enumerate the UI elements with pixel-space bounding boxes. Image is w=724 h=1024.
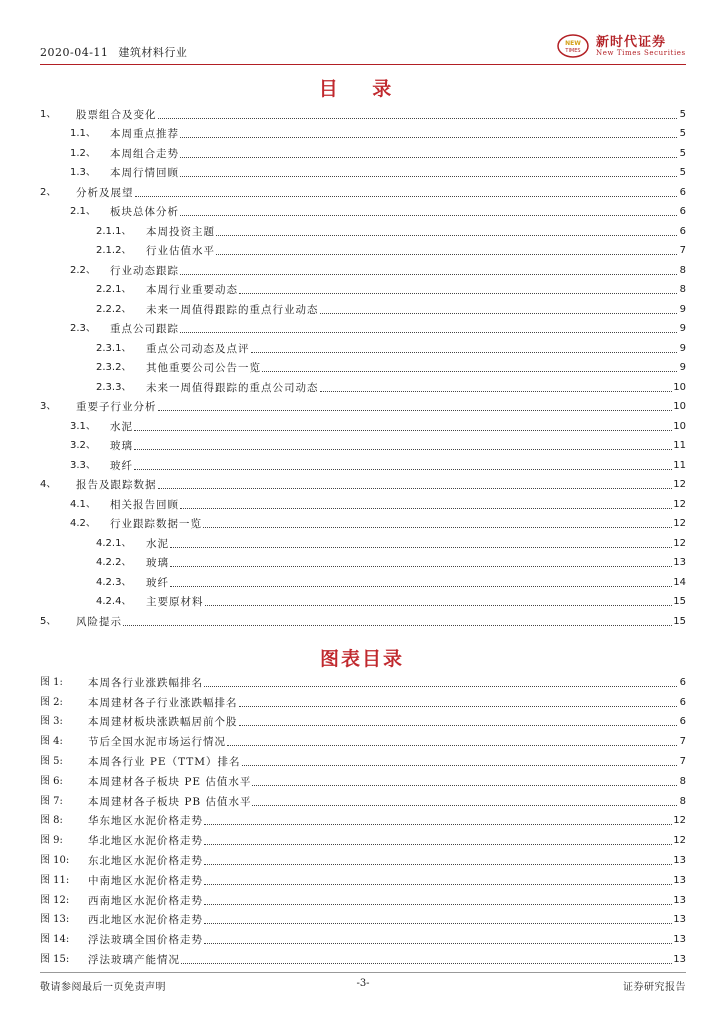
entry-title[interactable]: 玻璃 [110, 440, 133, 452]
dot-leader [134, 449, 672, 450]
toc-entry[interactable] [40, 609, 686, 629]
dot-leader [205, 605, 673, 606]
entry-number: 2.1.2、 [96, 245, 132, 256]
header-info [40, 44, 187, 60]
figure-entry[interactable] [40, 809, 686, 829]
entry-number: 3.1、 [70, 420, 96, 432]
entry-page-number[interactable]: 11 [673, 459, 686, 471]
dot-leader [216, 235, 677, 236]
toc-entry[interactable] [40, 278, 686, 298]
dot-leader [170, 566, 672, 567]
entry-title[interactable]: 玻纤 [146, 576, 169, 589]
entry-page-number[interactable]: 5 [679, 108, 686, 120]
entry-page-number[interactable]: 13 [673, 557, 686, 568]
entry-page-number[interactable]: 15 [673, 596, 686, 607]
entry-title[interactable]: 相关报告回顾 [110, 498, 179, 511]
toc-entry[interactable] [40, 180, 686, 200]
entry-number: 2.2、 [70, 264, 96, 276]
entry-page-number[interactable]: 15 [673, 615, 686, 627]
entry-number: 1.2、 [70, 147, 96, 159]
entry-title[interactable]: 本周建材各子行业涨跌幅排名 [88, 696, 238, 709]
entry-number: 1.1、 [70, 128, 96, 139]
entry-title[interactable]: 报告及跟踪数据 [76, 479, 157, 491]
logo-en: New Times Securities [596, 49, 686, 57]
entry-title[interactable]: 行业估值水平 [146, 245, 215, 257]
entry-page-number[interactable]: 13 [673, 914, 686, 926]
toc-entry[interactable] [40, 453, 686, 473]
figure-entry[interactable] [40, 729, 686, 749]
entry-number: 4、 [40, 479, 57, 490]
toc-list [40, 102, 686, 629]
entry-title[interactable]: 板块总体分析 [110, 206, 179, 218]
toc-entry[interactable] [40, 297, 686, 317]
entry-title[interactable]: 其他重要公司公告一览 [146, 362, 261, 374]
dot-leader [204, 943, 672, 944]
figure-entry[interactable] [40, 749, 686, 769]
toc-entry[interactable] [40, 414, 686, 434]
entry-number: 2、 [40, 186, 57, 198]
dot-leader [251, 352, 678, 353]
dot-leader [227, 745, 677, 746]
entry-title[interactable]: 水泥 [146, 537, 169, 550]
entry-page-number[interactable]: 8 [679, 775, 686, 787]
entry-number: 图 11: [40, 874, 70, 886]
entry-title[interactable]: 主要原材料 [146, 596, 204, 608]
entry-title[interactable]: 东北地区水泥价格走势 [88, 854, 203, 867]
dot-leader [204, 686, 677, 687]
entry-number: 4.1、 [70, 498, 96, 510]
entry-title[interactable]: 本周投资主题 [146, 225, 215, 238]
entry-title[interactable]: 风险提示 [76, 615, 122, 628]
entry-number: 4.2.1、 [96, 537, 132, 549]
entry-page-number[interactable]: 11 [673, 440, 686, 451]
toc-entry[interactable] [40, 356, 686, 376]
svg-text:TIMES: TIMES [565, 48, 581, 54]
entry-title[interactable]: 本周建材各子板块 PE 估值水平 [88, 775, 252, 788]
entry-page-number[interactable]: 12 [673, 498, 686, 510]
entry-number: 1、 [40, 108, 57, 120]
svg-text:NEW: NEW [565, 40, 581, 47]
dot-leader [180, 332, 677, 333]
toc-entry[interactable] [40, 434, 686, 454]
entry-title[interactable]: 华北地区水泥价格走势 [88, 835, 203, 848]
dot-leader [158, 410, 673, 411]
dot-leader [320, 313, 678, 314]
entry-number: 3.2、 [70, 440, 96, 451]
entry-number: 图 15: [40, 953, 70, 965]
toc-entry[interactable] [40, 122, 686, 142]
dot-leader [204, 884, 672, 885]
entry-number: 2.3.2、 [96, 362, 132, 373]
entry-title[interactable]: 行业跟踪数据一览 [110, 518, 202, 530]
entry-page-number[interactable]: 6 [679, 225, 686, 237]
entry-page-number[interactable]: 5 [679, 167, 686, 178]
entry-page-number[interactable]: 13 [673, 874, 686, 886]
entry-title[interactable]: 本周行情回顾 [110, 167, 179, 179]
logo-cn: 新时代证券 [596, 35, 667, 50]
footer-rule [40, 972, 686, 973]
dot-leader [239, 293, 677, 294]
toc-entry[interactable] [40, 512, 686, 532]
dot-leader [204, 824, 672, 825]
entry-number: 2.3.1、 [96, 342, 132, 354]
entry-number: 图 4: [40, 736, 63, 748]
dot-leader [180, 137, 677, 138]
figures-title: 图表目录 [319, 648, 404, 670]
entry-number: 图 6: [40, 775, 63, 787]
toc-entry[interactable] [40, 570, 686, 590]
entry-page-number[interactable]: 10 [673, 420, 686, 432]
entry-number: 2.3、 [70, 323, 96, 334]
toc-entry[interactable] [40, 395, 686, 415]
entry-number: 4.2.2、 [96, 557, 132, 568]
dot-leader [134, 469, 672, 470]
entry-page-number[interactable]: 7 [679, 245, 686, 256]
entry-number: 图 10: [40, 854, 70, 866]
entry-page-number[interactable]: 5 [679, 128, 686, 139]
toc-entry[interactable] [40, 200, 686, 220]
dot-leader [239, 706, 678, 707]
toc-entry[interactable] [40, 239, 686, 259]
entry-page-number[interactable]: 7 [679, 755, 686, 767]
entry-number: 图 8: [40, 815, 63, 827]
entry-number: 3.3、 [70, 459, 96, 471]
dot-leader [181, 963, 672, 964]
footer-report-type: 证券研究报告 [623, 982, 686, 993]
entry-title[interactable]: 水泥 [110, 420, 133, 433]
entry-number: 图 5: [40, 755, 63, 767]
dot-leader [180, 176, 677, 177]
dot-leader [252, 785, 677, 786]
dot-leader [204, 904, 672, 905]
entry-title[interactable]: 浮法玻璃全国价格走势 [88, 934, 203, 947]
figure-entry[interactable] [40, 670, 686, 690]
dot-leader [216, 254, 677, 255]
dot-leader [239, 725, 678, 726]
entry-title[interactable]: 重点公司动态及点评 [146, 342, 250, 355]
entry-title[interactable]: 西南地区水泥价格走势 [88, 894, 203, 907]
entry-title[interactable]: 重要子行业分析 [76, 401, 157, 413]
entry-title[interactable]: 本周各行业涨跌幅排名 [88, 676, 203, 689]
entry-page-number[interactable]: 10 [673, 381, 686, 393]
entry-title[interactable]: 本周各行业 PE（TTM）排名 [88, 755, 241, 768]
entry-number: 图 2: [40, 696, 63, 708]
entry-title[interactable]: 本周行业重要动态 [146, 284, 238, 296]
entry-number: 2.1、 [70, 206, 96, 217]
dot-leader [320, 391, 673, 392]
entry-page-number[interactable]: 7 [679, 736, 686, 748]
dot-leader [158, 488, 673, 489]
page-header [40, 30, 686, 66]
entry-title[interactable]: 未来一周值得跟踪的重点行业动态 [146, 303, 319, 316]
dot-leader [180, 215, 677, 216]
header-rule [40, 64, 686, 65]
entry-page-number[interactable]: 6 [679, 716, 686, 728]
toc-entry[interactable] [40, 102, 686, 122]
entry-number: 2.2.1、 [96, 284, 132, 295]
entry-page-number[interactable]: 12 [673, 815, 686, 827]
footer-disclaimer[interactable]: 敬请参阅最后一页免责声明 [40, 982, 166, 993]
page-number: -3- [356, 978, 370, 989]
entry-number: 4.2.4、 [96, 596, 132, 607]
new-times-logo-icon [556, 33, 590, 59]
toc-entry[interactable] [40, 473, 686, 493]
dot-leader [204, 844, 672, 845]
entry-title[interactable]: 玻纤 [110, 459, 133, 472]
report-date: 2020-04-11 [40, 46, 109, 59]
entry-title[interactable]: 本周建材各子板块 PB 估值水平 [88, 795, 252, 808]
entry-title[interactable]: 西北地区水泥价格走势 [88, 914, 203, 927]
entry-page-number[interactable]: 13 [673, 894, 686, 906]
entry-number: 4.2、 [70, 518, 96, 529]
entry-page-number[interactable]: 9 [679, 342, 686, 354]
entry-number: 5、 [40, 615, 57, 627]
toc-entry[interactable] [40, 258, 686, 278]
entry-page-number[interactable]: 13 [673, 854, 686, 866]
entry-page-number[interactable]: 10 [673, 401, 686, 412]
entry-page-number[interactable]: 9 [679, 303, 686, 315]
entry-title[interactable]: 股票组合及变化 [76, 108, 157, 121]
entry-page-number[interactable]: 8 [679, 795, 686, 807]
dot-leader [204, 864, 672, 865]
entry-title[interactable]: 重点公司跟踪 [110, 323, 179, 335]
dot-leader [170, 586, 672, 587]
figure-entry[interactable] [40, 868, 686, 888]
entry-page-number[interactable]: 5 [679, 147, 686, 159]
figures-list [40, 670, 686, 967]
entry-page-number[interactable]: 6 [679, 186, 686, 198]
company-logo [556, 30, 686, 64]
toc-title: 目 录 [318, 78, 406, 100]
entry-title[interactable]: 本周组合走势 [110, 147, 179, 160]
entry-title[interactable]: 玻璃 [146, 557, 169, 569]
dot-leader [134, 430, 672, 431]
entry-title[interactable]: 节后全国水泥市场运行情况 [88, 736, 226, 749]
entry-page-number[interactable]: 12 [673, 479, 686, 490]
entry-page-number[interactable]: 13 [673, 953, 686, 965]
figure-entry[interactable] [40, 789, 686, 809]
toc-entry[interactable] [40, 336, 686, 356]
entry-page-number[interactable]: 13 [673, 934, 686, 946]
entry-title[interactable]: 浮法玻璃产能情况 [88, 953, 180, 966]
entry-number: 图 14: [40, 934, 70, 946]
toc-entry[interactable] [40, 375, 686, 395]
entry-number: 图 9: [40, 835, 63, 847]
toc-entry[interactable] [40, 317, 686, 337]
entry-number: 图 13: [40, 914, 70, 926]
figure-entry[interactable] [40, 690, 686, 710]
dot-leader [158, 118, 678, 119]
toc-entry[interactable] [40, 219, 686, 239]
entry-title[interactable]: 分析及展望 [76, 186, 134, 199]
entry-page-number[interactable]: 9 [679, 362, 686, 373]
entry-page-number[interactable]: 6 [679, 206, 686, 217]
figure-entry[interactable] [40, 828, 686, 848]
entry-title[interactable]: 本周建材板块涨跌幅居前个股 [88, 716, 238, 729]
entry-page-number[interactable]: 6 [679, 676, 686, 688]
entry-number: 2.3.3、 [96, 381, 132, 393]
toc-entry[interactable] [40, 492, 686, 512]
entry-page-number[interactable]: 6 [679, 696, 686, 708]
entry-page-number[interactable]: 8 [679, 264, 686, 276]
dot-leader [135, 196, 678, 197]
entry-page-number[interactable]: 12 [673, 537, 686, 549]
figure-entry[interactable] [40, 947, 686, 967]
toc-entry[interactable] [40, 141, 686, 161]
entry-number: 2.1.1、 [96, 225, 132, 237]
dot-leader [252, 805, 677, 806]
entry-number: 图 12: [40, 894, 70, 906]
entry-number: 1.3、 [70, 167, 96, 178]
dot-leader [180, 274, 677, 275]
dot-leader [203, 527, 672, 528]
figure-entry[interactable] [40, 888, 686, 908]
entry-title[interactable]: 未来一周值得跟踪的重点公司动态 [146, 381, 319, 394]
entry-number: 图 1: [40, 676, 63, 688]
toc-entry[interactable] [40, 161, 686, 181]
entry-number: 2.2.2、 [96, 303, 132, 315]
entry-title[interactable]: 华东地区水泥价格走势 [88, 815, 203, 828]
entry-page-number[interactable]: 12 [673, 518, 686, 529]
entry-number: 图 7: [40, 795, 63, 807]
dot-leader [204, 923, 672, 924]
industry-name: 建筑材料行业 [118, 46, 188, 59]
dot-leader [180, 157, 677, 158]
entry-title[interactable]: 行业动态跟踪 [110, 264, 179, 277]
dot-leader [180, 508, 672, 509]
toc-entry[interactable] [40, 531, 686, 551]
entry-title[interactable]: 本周重点推荐 [110, 128, 179, 140]
figure-entry[interactable] [40, 927, 686, 947]
entry-page-number[interactable]: 14 [673, 576, 686, 588]
entry-page-number[interactable]: 12 [673, 835, 686, 847]
dot-leader [123, 625, 672, 626]
entry-page-number[interactable]: 8 [679, 284, 686, 295]
figure-entry[interactable] [40, 908, 686, 928]
entry-number: 3、 [40, 401, 57, 412]
toc-entry[interactable] [40, 590, 686, 610]
figure-entry[interactable] [40, 710, 686, 730]
entry-title[interactable]: 中南地区水泥价格走势 [88, 874, 203, 887]
toc-entry[interactable] [40, 551, 686, 571]
entry-number: 4.2.3、 [96, 576, 132, 588]
figure-entry[interactable] [40, 769, 686, 789]
dot-leader [262, 371, 677, 372]
entry-page-number[interactable]: 9 [679, 323, 686, 334]
figure-entry[interactable] [40, 848, 686, 868]
entry-number: 图 3: [40, 716, 63, 728]
dot-leader [170, 547, 672, 548]
dot-leader [242, 765, 677, 766]
